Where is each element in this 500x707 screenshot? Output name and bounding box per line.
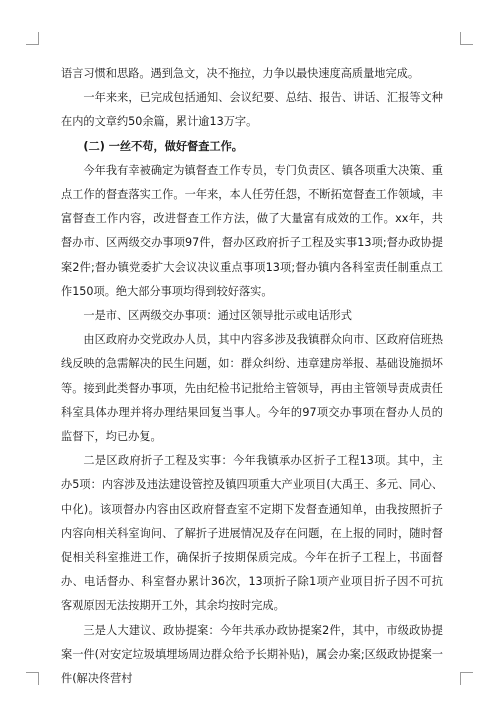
paragraph-item-two: 二是区政府折子工程及实事：今年我镇承办区折子工程13项。其中，主办5项：内容涉及违法建设管控及镇四项重大产业项目(大禹王、多元、同心、中化)。该项督办内容由区政府督查室不定期下发督查通知单，由我按照折子内容向相关科室询问、了解折子进展情况及存在问题，在上报的同时，随时督促相关科室推进工作，确保折子按期保质完成。今年在折子工程上，书面督办、电话督办、科室督办累计36次，13项折子除1项产业项目折子因不可抗客观原因无法按期开工外，其余均按时完成。 — [61, 454, 443, 613]
section-heading-supervision: (二) 一丝不苟，做好督查工作。 — [83, 139, 243, 153]
paragraph-continuation: 语言习惯和思路。遇到急文，决不拖拉，力争以最快速度高质量地完成。 — [61, 67, 420, 80]
paragraph-item-one-intro: 一是市、区两级交办事项：通过区领导批示或电话形式 — [83, 309, 352, 323]
paragraph-item-three: 三是人大建议、政协提案：今年共承办政协提案2件，其中，市级政协提案一件(对安定垃圾填埋场周边群众给予长期补贴)，属会办案;区级政协提案一件(解决佟营村 — [61, 623, 443, 686]
crop-mark-bottom-left — [26, 672, 39, 685]
document-body — [61, 62, 443, 691]
paragraph-article-count: 一年来来，已完成包括通知、会议纪要、总结、报告、讲话、汇报等文种在内的文章约50余篇，累计逾13万字。 — [61, 91, 443, 129]
crop-mark-bottom-right — [460, 672, 473, 685]
crop-mark-top-left — [26, 32, 39, 45]
paragraph-item-one-detail: 由区政府办交党政办人员，其中内容多涉及我镇群众向市、区政府信班热线反映的急需解决的民生问题，如：群众纠纷、违章建房举报、基础设施损坏等。接到此类督办事项，先由纪检书记批给主管领导，再由主管领导责成责任科室具体办理并将办理结果回复当事人。今年的97项交办事项在督办人员的监督下，均已办复。 — [61, 333, 443, 444]
crop-mark-top-right — [460, 32, 473, 45]
paragraph-supervision-overview: 今年我有幸被确定为镇督查工作专员，专门负责区、镇各项重大决策、重点工作的督查落实工作。一年来，本人任劳任怨，不断拓宽督查工作领域，丰富督查工作内容，改进督查工作方法，做了大量富有成效的工作。xx年，共督办市、区两级交办事项97件，督办区政府折子工程及实事13项;督办政协提案2件;督办镇党委扩大会议决议重点事项13项;督办镇内各科室责任制重点工作150项。绝大部分事项均得到较好落实。 — [61, 163, 443, 298]
